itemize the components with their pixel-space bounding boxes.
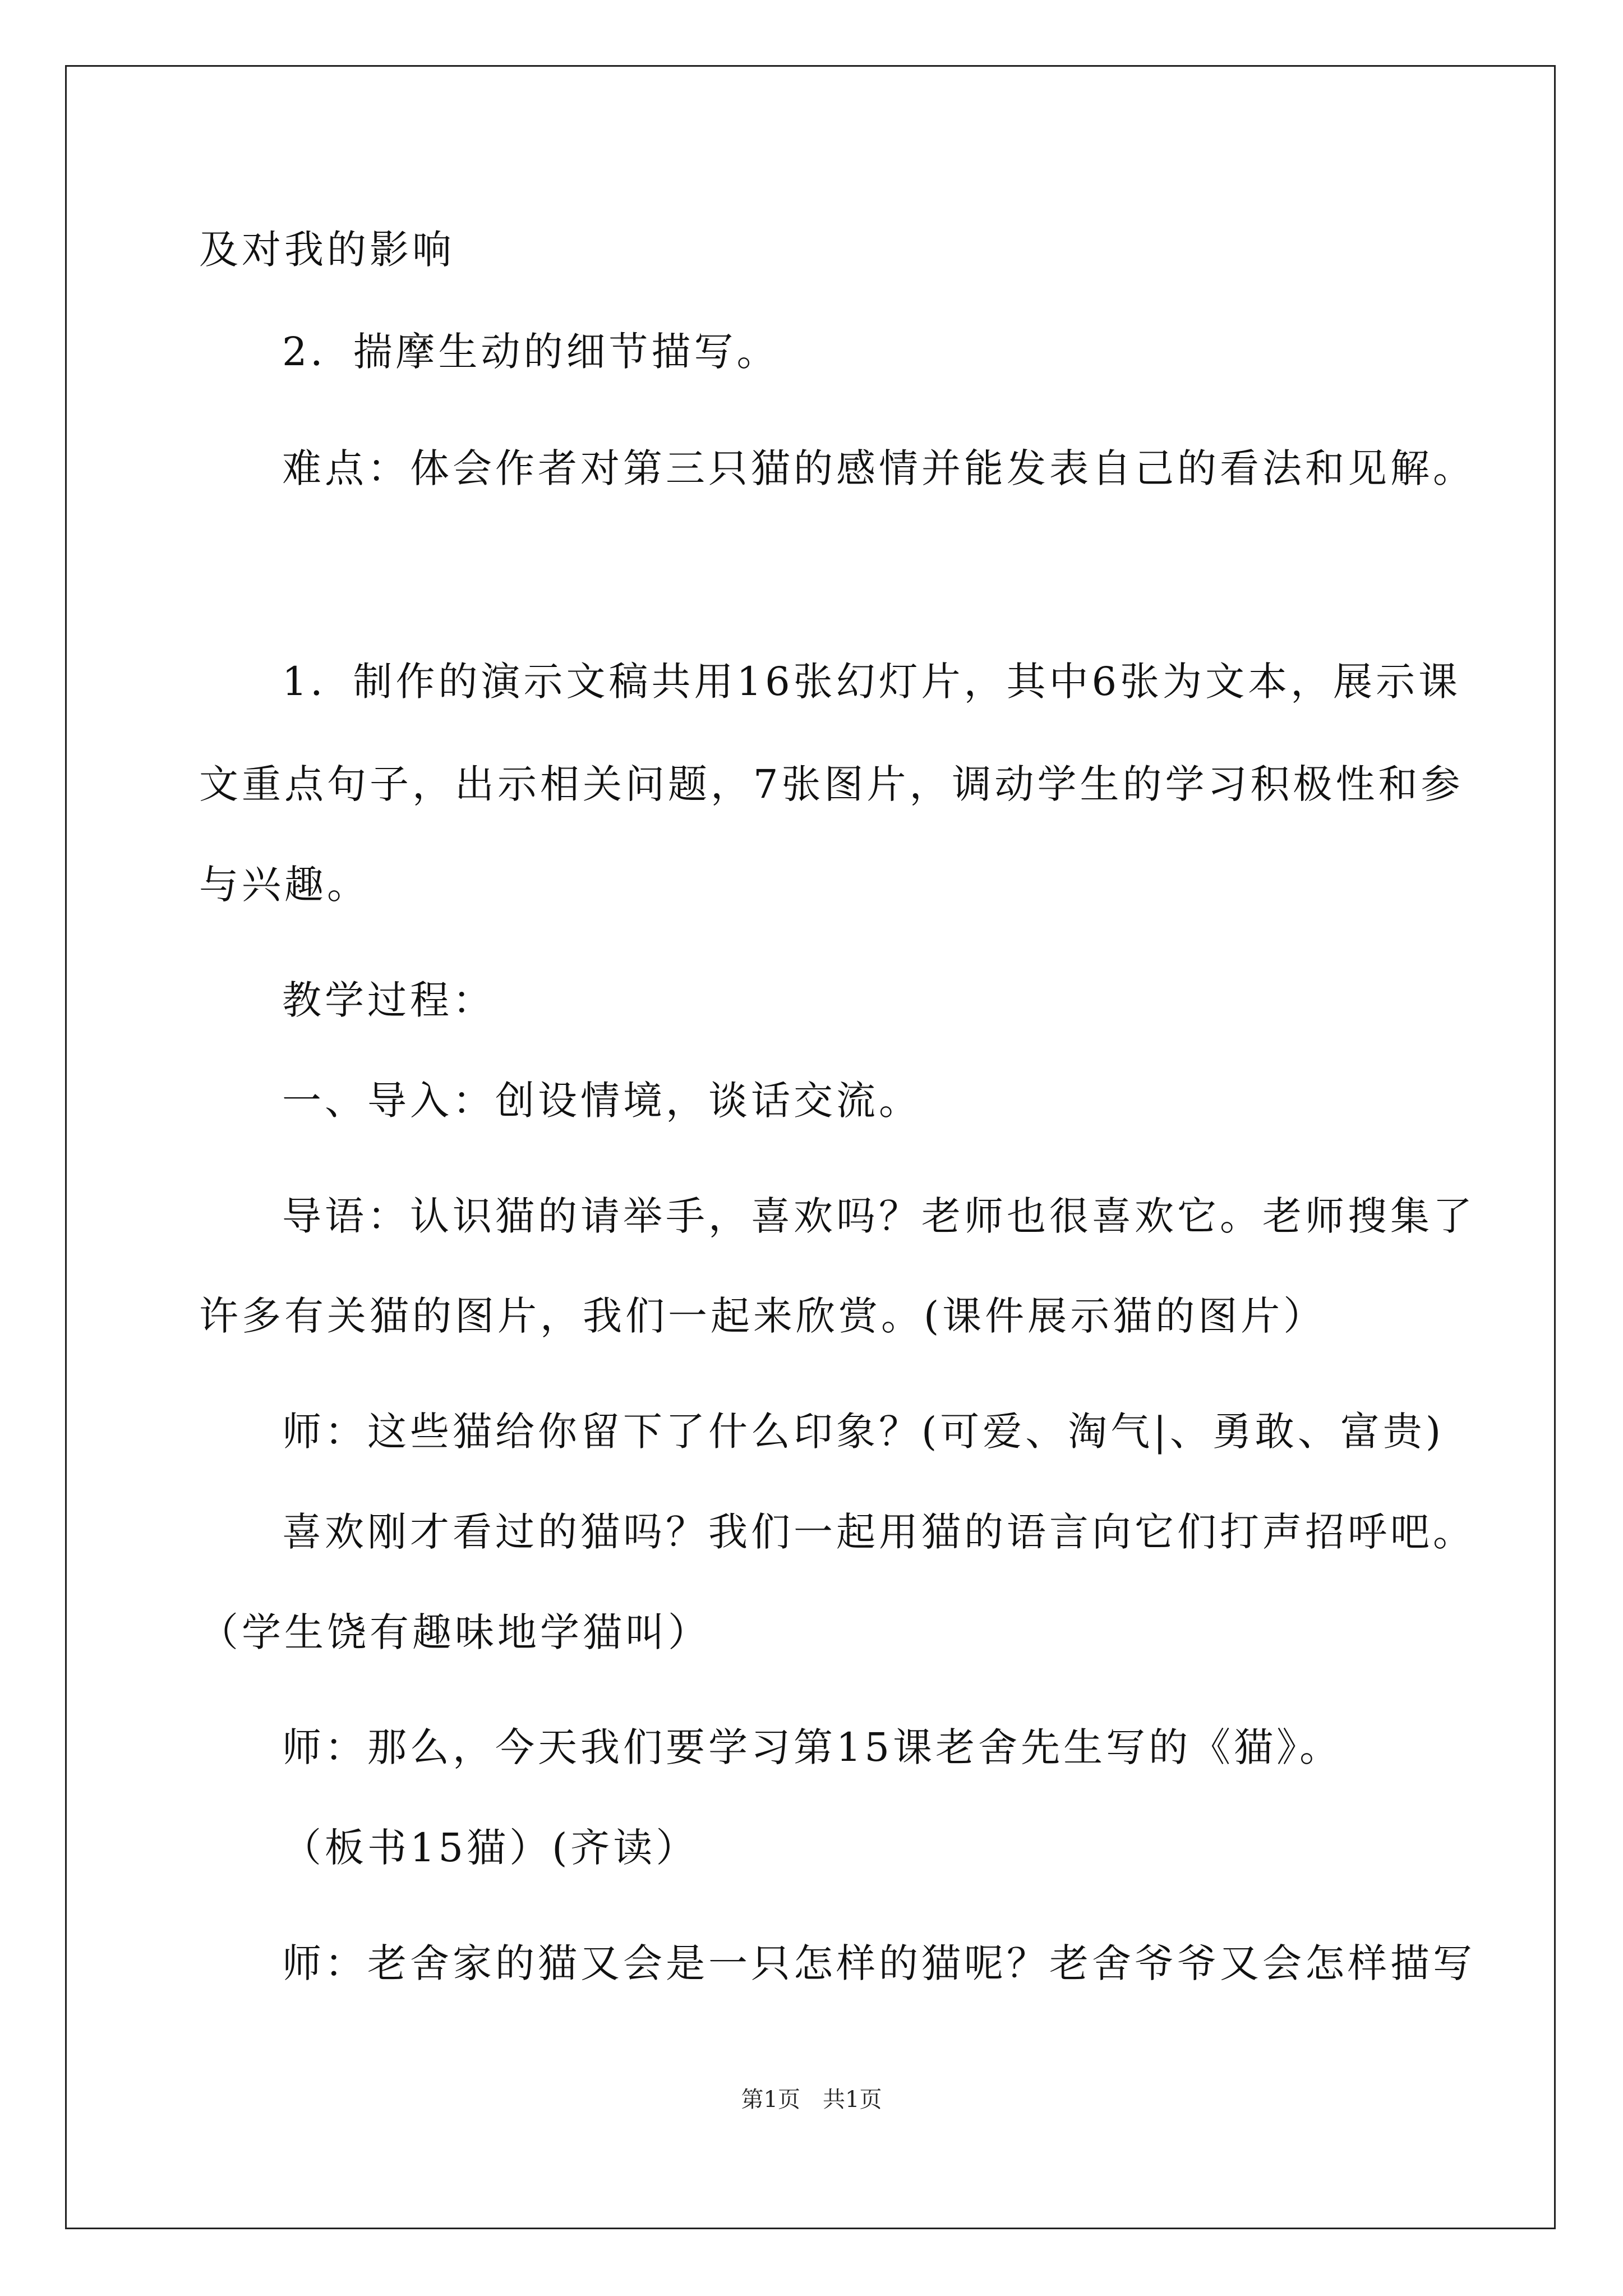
text-line: 文重点句子，出示相关问题，7张图片，调动学生的学习积极性和参 (199, 761, 1464, 807)
page-footer: 第1页 共1页 (741, 2087, 882, 2113)
text-line: 2．揣摩生动的细节描写。 (282, 329, 780, 375)
text-line: 及对我的影响 (199, 227, 455, 273)
text-line: （学生饶有趣味地学猫叫） (199, 1609, 711, 1655)
text-line: 许多有关猫的图片，我们一起来欣赏。(课件展示猫的图片） (199, 1293, 1326, 1339)
text-line: 导语：认识猫的请举手，喜欢吗？老师也很喜欢它。老师搜集了 (282, 1193, 1476, 1239)
text-line: 师：这些猫给你留下了什么印象？(可爱、淘气|、勇敢、富贵) (282, 1409, 1445, 1455)
text-line: 喜欢刚才看过的猫吗？我们一起用猫的语言向它们打声招呼吧。 (282, 1509, 1476, 1555)
page-border (65, 65, 1556, 2229)
text-line: 师：老舍家的猫又会是一只怎样的猫呢？老舍爷爷又会怎样描写 (282, 1940, 1476, 1986)
text-line: 师：那么，今天我们要学习第15课老舍先生写的《猫》。 (282, 1724, 1343, 1770)
text-line: 难点：体会作者对第三只猫的感情并能发表自己的看法和见解。 (282, 445, 1476, 491)
text-line: （板书15猫）(齐读） (282, 1825, 699, 1871)
text-line: 1．制作的演示文稿共用16张幻灯片，其中6张为文本，展示课 (282, 659, 1461, 705)
text-line: 教学过程： (282, 977, 495, 1023)
text-line: 与兴趣。 (199, 862, 370, 908)
text-line: 一、导入：创设情境，谈话交流。 (282, 1078, 921, 1124)
